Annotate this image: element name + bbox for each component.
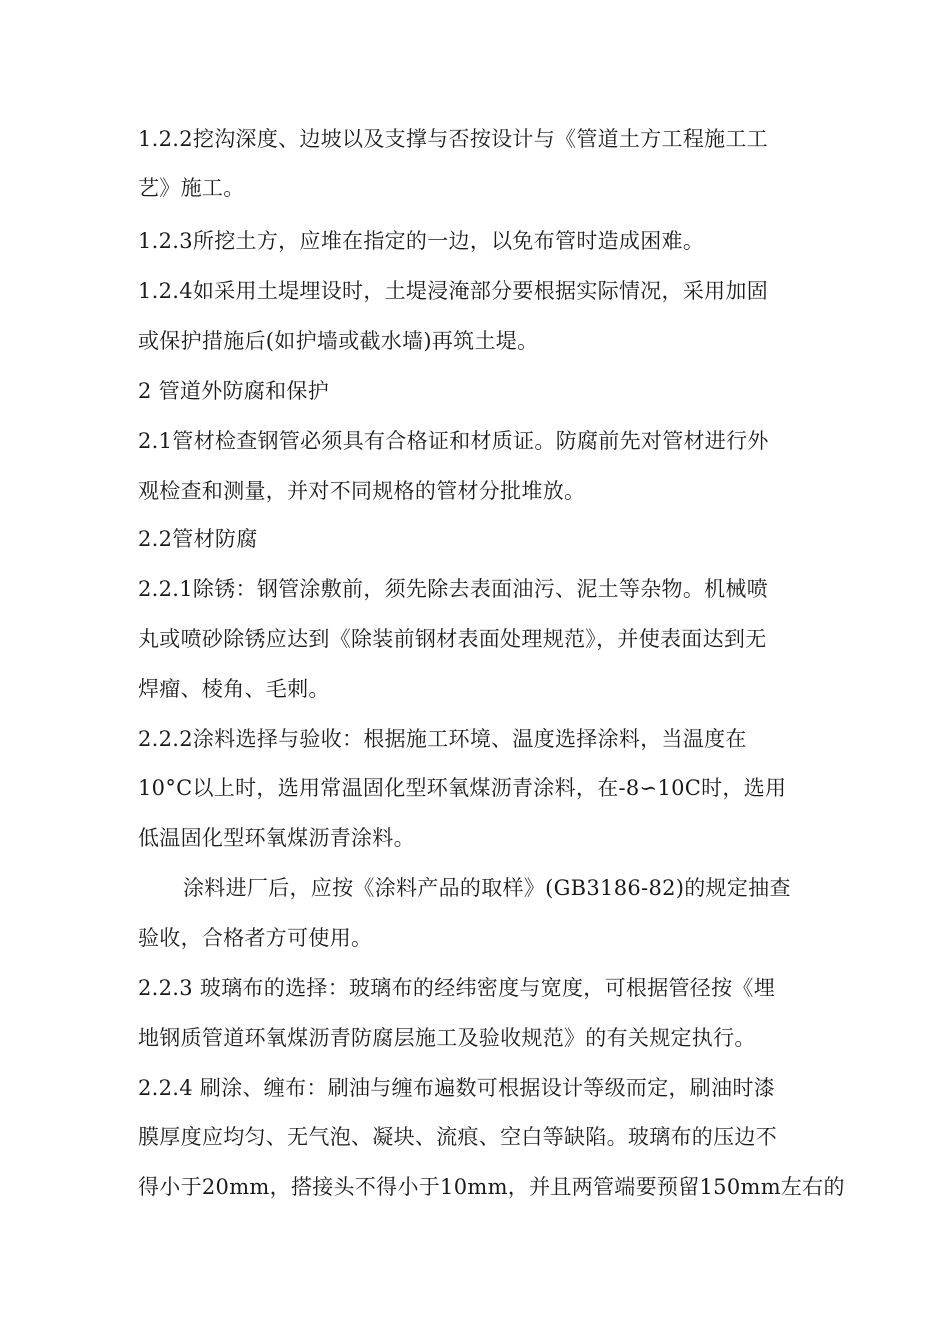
text-line: 2.2.4 刷涂、缠布：刷油与缠布遍数可根据设计等级而定，刷油时漆 [138,1076,776,1100]
text-line: 涂料进厂后，应按《涂料产品的取样》(GB3186-82)的规定抽查 [183,876,791,900]
text-line: 2.2.1除锈：钢管涂敷前，须先除去表面油污、泥土等杂物。机械喷 [138,577,769,601]
text-line: 2.1管材检查钢管必须具有合格证和材质证。防腐前先对管材进行外 [138,429,769,453]
text-line: 1.2.2挖沟深度、边坡以及支撑与否按设计与《管道土方工程施工工 [138,127,769,151]
text-line: 地钢质管道环氧煤沥青防腐层施工及验收规范》的有关规定执行。 [138,1026,756,1050]
text-line: 2.2.3 玻璃布的选择：玻璃布的经纬密度与宽度，可根据管径按《埋 [138,976,776,1000]
section-heading: 2 管道外防腐和保护 [138,379,330,403]
text-line: 1.2.4如采用土堤埋设时，土堤浸淹部分要根据实际情况，采用加固 [138,279,769,303]
text-line: 验收，合格者方可使用。 [138,926,373,950]
text-line: 或保护措施后(如护墙或截水墙)再筑土堤。 [138,329,539,353]
text-line: 2.2.2涂料选择与验收：根据施工环境、温度选择涂料，当温度在 [138,727,747,751]
text-line: 膜厚度应均匀、无气泡、凝块、流痕、空白等缺陷。玻璃布的压边不 [138,1125,777,1149]
subsection-heading: 2.2管材防腐 [138,527,258,551]
text-line: 观检查和测量，并对不同规格的管材分批堆放。 [138,479,586,503]
text-line: 10°C以上时，选用常温固化型环氧煤沥青涂料，在-8∽10C时，选用 [138,776,787,800]
text-line: 焊瘤、棱角、毛刺。 [138,677,330,701]
text-line: 得小于20mm，搭接头不得小于10mm，并且两管端要预留150mm左右的 [138,1175,845,1199]
text-line: 1.2.3所挖土方，应堆在指定的一边，以免布管时造成困难。 [138,229,705,253]
text-line: 丸或喷砂除锈应达到《除装前钢材表面处理规范》，并使表面达到无 [138,627,767,651]
text-line: 低温固化型环氧煤沥青涂料。 [138,826,415,850]
text-line: 艺》施工。 [138,176,245,200]
